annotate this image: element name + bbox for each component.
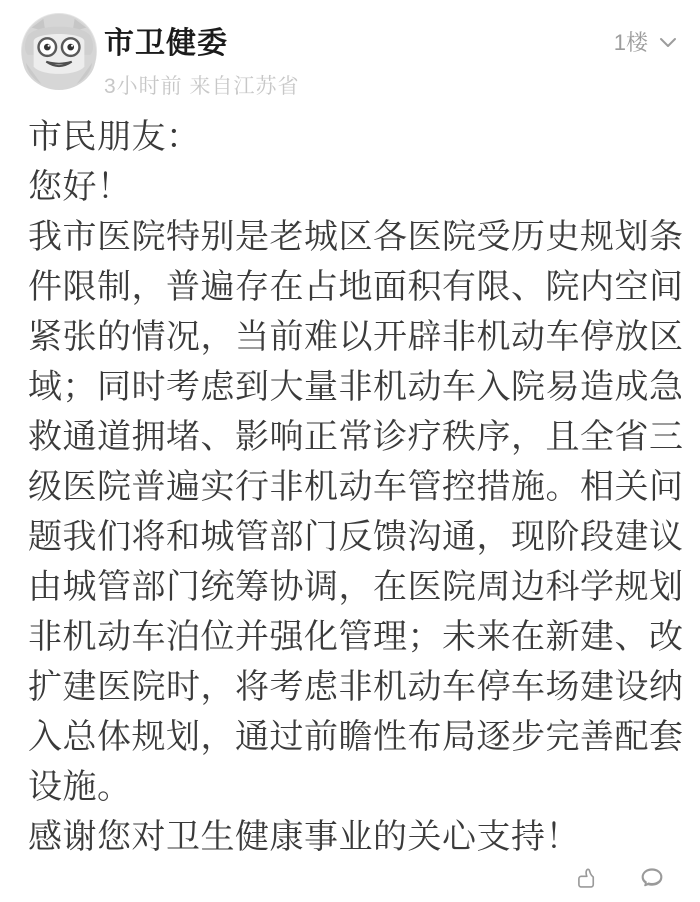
- username[interactable]: 市卫健委: [104, 27, 228, 60]
- post-header: [0, 0, 700, 100]
- post-body: [0, 100, 700, 862]
- thumbs-up-icon: [574, 864, 602, 892]
- body-line: 件限制，普遍存在占地面积有限、院内空间: [28, 268, 684, 306]
- post-actions: [574, 864, 666, 892]
- body-line: 级医院普遍实行非机动车管控措施。相关问: [28, 468, 684, 506]
- body-line: 紧张的情况，当前难以开辟非机动车停放区: [28, 318, 684, 356]
- like-button[interactable]: [574, 864, 602, 892]
- comment-button[interactable]: [638, 864, 666, 892]
- floor-selector[interactable]: [614, 12, 680, 57]
- body-line: 救通道拥堵、影响正常诊疗秩序，且全省三: [28, 418, 684, 456]
- timestamp: 3小时前 来自江苏省: [104, 75, 300, 98]
- body-line: 我市医院特别是老城区各医院受历史规划条: [28, 218, 684, 256]
- body-line: 设施。: [28, 768, 132, 806]
- body-line: 您好！: [28, 168, 132, 206]
- body-line: 非机动车泊位并强化管理；未来在新建、改: [28, 618, 684, 656]
- body-line: 域；同时考虑到大量非机动车入院易造成急: [28, 368, 684, 406]
- header-text: [104, 12, 614, 100]
- avatar[interactable]: [20, 12, 98, 90]
- body-line: 入总体规划，通过前瞻性布局逐步完善配套: [28, 718, 684, 756]
- body-line: 扩建医院时，将考虑非机动车停车场建设纳: [28, 668, 684, 706]
- robot-avatar-icon: [20, 12, 98, 90]
- floor-label: 1楼: [613, 30, 648, 55]
- speech-bubble-icon: [638, 864, 666, 892]
- body-line: 题我们将和城管部门反馈沟通，现阶段建议: [28, 518, 684, 556]
- chevron-down-icon: [656, 30, 680, 54]
- body-line: 市民朋友：: [28, 118, 201, 156]
- body-line: 由城管部门统筹协调，在医院周边科学规划: [28, 568, 684, 606]
- body-line: 感谢您对卫生健康事业的关心支持！: [28, 818, 580, 856]
